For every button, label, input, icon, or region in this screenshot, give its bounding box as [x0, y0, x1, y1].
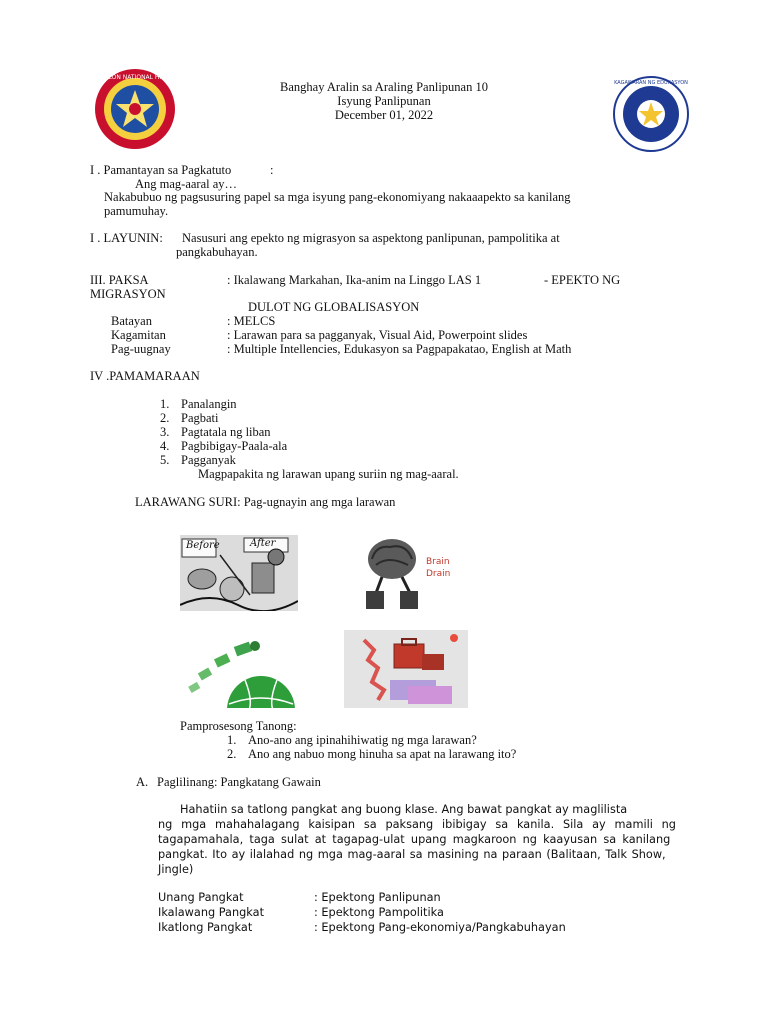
- header-subtitle: Isyung Panlipunan: [337, 94, 431, 108]
- brain-label: Brain: [426, 557, 450, 567]
- svg-text:KAGAWARAN NG EDUKASYON: KAGAWARAN NG EDUKASYON: [614, 80, 688, 86]
- paksa-value1: : Ikalawang Markahan, Ika-anim na Linggo LAS 1: [227, 273, 482, 287]
- header-title: Banghay Aralin sa Araling Panlipunan 10: [280, 80, 488, 94]
- map-luggage-image: [344, 630, 468, 708]
- section-1-line3: pamumuhay.: [104, 204, 169, 218]
- section-1-colon: :: [270, 163, 274, 177]
- paksa-heading: III. PAKSA: [90, 273, 149, 287]
- group-label: Ikalawang Pangkat: [158, 906, 264, 919]
- group-value: : Epektong Pang-ekonomiya/Pangkabuhayan: [314, 921, 566, 934]
- step-num: 3.: [160, 425, 170, 439]
- gawain-para-line3: tagapamahala, taga sulat at tagapag-ulat upang magkaroon ng kaayusan sa kanilang: [158, 833, 671, 846]
- question-num: 2.: [227, 747, 237, 761]
- pag-uugnay-value: : Multiple Intellencies, Edukasyon sa Pagpapakatao, English at Math: [227, 342, 572, 356]
- step-text: Pagtatala ng liban: [181, 425, 271, 439]
- group-value: : Epektong Pampolitika: [314, 906, 444, 919]
- step-num: 4.: [160, 439, 170, 453]
- batayan-value: : MELCS: [227, 314, 276, 328]
- pag-uugnay-label: Pag-uugnay: [111, 342, 171, 356]
- questions-heading: Pamprosesong Tanong:: [180, 719, 297, 733]
- gawain-para-line2: ng mga mahahalagang kaisipan sa paksang ibibigay sa kanila. Sila ay mamili ng: [158, 818, 676, 831]
- paksa-value2: - EPEKTO NG: [544, 273, 621, 287]
- step-num: 5.: [160, 453, 170, 467]
- group-label: Ikatlong Pangkat: [158, 921, 253, 934]
- section-1-heading: I . Pamantayan sa Pagkatuto: [90, 163, 232, 177]
- section-1-line1: Ang mag-aaral ay…: [135, 177, 238, 191]
- paksa-value3: DULOT NG GLOBALISASYON: [248, 300, 420, 314]
- paksa-wrap: MIGRASYON: [90, 287, 166, 301]
- step-num: 1.: [160, 397, 170, 411]
- section-a-heading: Paglilinang: Pangkatang Gawain: [157, 775, 321, 789]
- larawang-suri: LARAWANG SURI: Pag-ugnayin ang mga larawan: [135, 495, 396, 509]
- before-after-image: [180, 535, 298, 611]
- before-label: Before: [186, 540, 220, 551]
- kagamitan-label: Kagamitan: [111, 328, 166, 342]
- layunin-text2: pangkabuhayan.: [176, 245, 258, 259]
- section-1-line2: Nakabubuo ng pagsusuring papel sa mga isyung pang-ekonomiyang nakaaapekto sa kanilang: [104, 190, 571, 204]
- question-num: 1.: [227, 733, 237, 747]
- step-text: Pagganyak: [181, 453, 236, 467]
- drain-label: Drain: [426, 569, 451, 579]
- gawain-para-line1: Hahatiin sa tatlong pangkat ang buong klase. Ang bawat pangkat ay maglilista: [180, 803, 628, 816]
- svg-text:COLON NATIONAL HIGH: COLON NATIONAL HIGH: [99, 74, 171, 81]
- pagganyak-desc: Magpapakita ng larawan upang suriin ng mag-aaral.: [198, 467, 459, 481]
- group-label: Unang Pangkat: [158, 891, 244, 904]
- deped-seal: [613, 76, 689, 152]
- header-date: December 01, 2022: [334, 108, 434, 122]
- brain-drain-image: [354, 535, 454, 613]
- step-num: 2.: [160, 411, 170, 425]
- globe-money-image: [183, 630, 305, 708]
- gawain-para-line4: pangkat. Ito ay ilalahad ng mga mag-aaral sa masining na paraan (Balitaan, Talk Show,: [158, 848, 666, 861]
- group-value: : Epektong Panlipunan: [314, 891, 441, 904]
- section-a-label: A.: [136, 775, 149, 789]
- layunin-text1: Nasusuri ang epekto ng migrasyon sa aspektong panlipunan, pampolitika at: [182, 231, 560, 245]
- gawain-para-line5: Jingle): [158, 863, 194, 876]
- pamamaraan-heading: IV .PAMAMARAAN: [90, 369, 200, 383]
- step-text: Panalangin: [181, 397, 237, 411]
- step-text: Pagbibigay-Paala-ala: [181, 439, 288, 453]
- after-label: After: [250, 538, 276, 549]
- question-text: Ano-ano ang ipinahihiwatig ng mga larawan?: [248, 733, 477, 747]
- layunin-heading: I . LAYUNIN:: [90, 231, 163, 245]
- step-text: Pagbati: [181, 411, 219, 425]
- batayan-label: Batayan: [111, 314, 152, 328]
- kagamitan-value: : Larawan para sa pagganyak, Visual Aid, Powerpoint slides: [227, 328, 528, 342]
- question-text: Ano ang nabuo mong hinuha sa apat na larawang ito?: [248, 747, 517, 761]
